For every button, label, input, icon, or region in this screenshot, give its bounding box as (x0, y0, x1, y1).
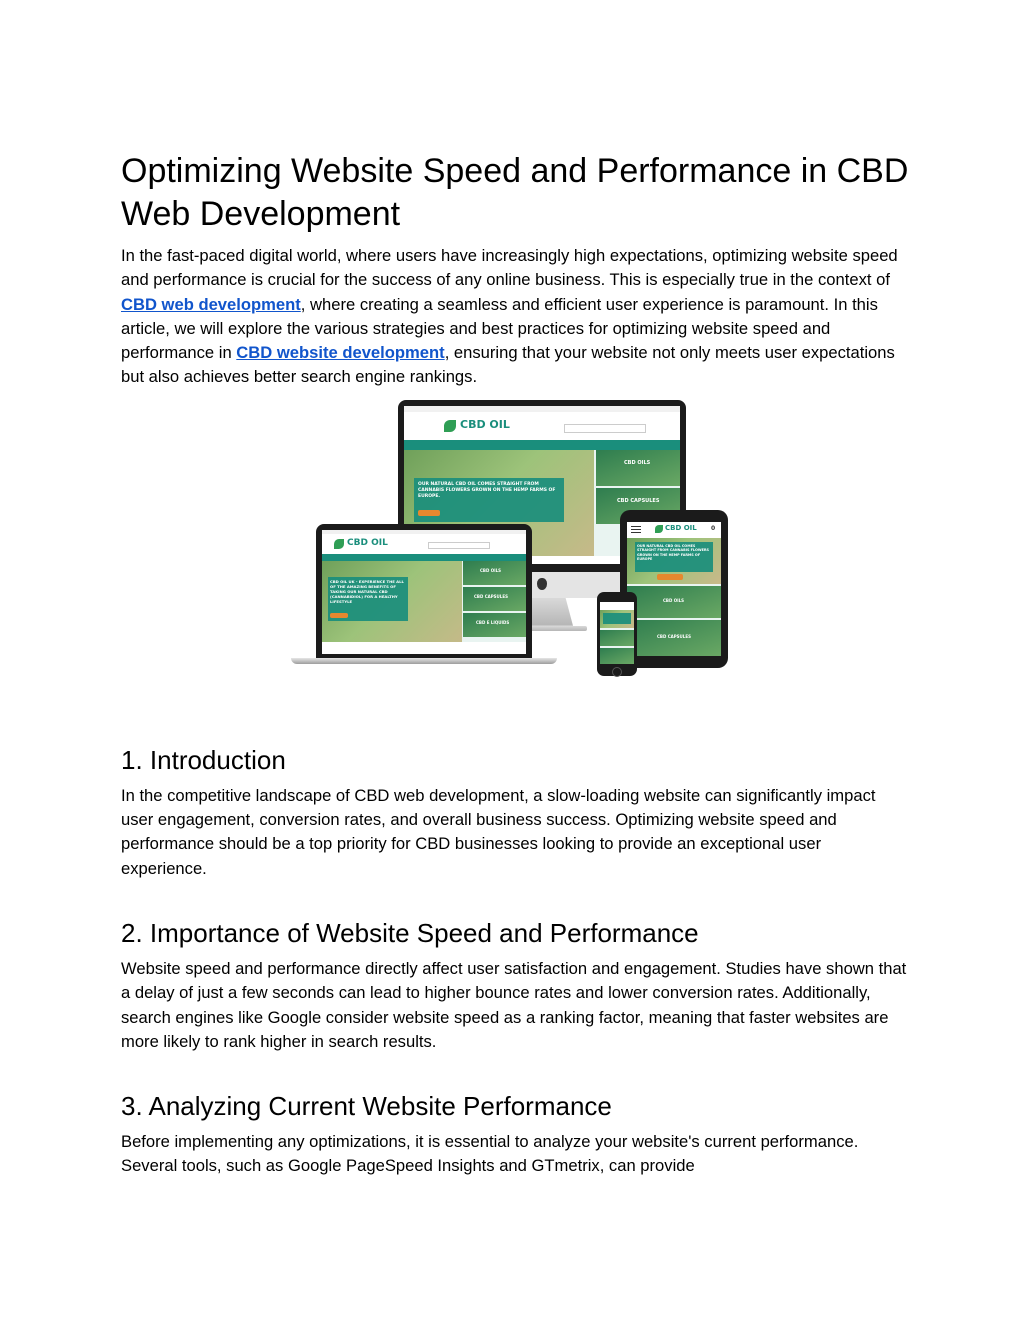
intro-paragraph (121, 244, 911, 390)
section-body: Before implementing any optimizations, it is essential to analyze your website's current performance. Several tools, such as Google PageSpeed Insights and GTmetrix, can provide (121, 1132, 859, 1176)
responsive-devices-image (121, 400, 911, 700)
section-heading: 1. Introduction (121, 744, 286, 775)
section-body: Website speed and performance directly affect user satisfaction and engagement. Studies have shown that a delay of just a few seconds can lead to higher bounce rates and lower conversion rates. Additionally, search engines like Google consider website speed as a ranking factor, meaning that faster websites are more likely to rank higher in search results. (121, 958, 907, 1051)
laptop-tile-capsules: CBD CAPSULES (474, 593, 508, 599)
tablet-tile-capsules: CBD CAPSULES (657, 633, 691, 639)
tablet-logo: CBD OIL (665, 523, 697, 532)
desktop-hero-text: OUR NATURAL CBD OIL COMES STRAIGHT FROM CANNABIS FLOWERS GROWN ON THE HEMP FARMS OF EUROPE. (418, 481, 556, 499)
intro-text-2: , where creating a seamless and efficient user experience is paramount. In this article, we will explore the various strategies and best practices for optimizing website speed and performance in (121, 294, 878, 363)
tablet-tile-oils: CBD OILS (663, 597, 685, 603)
document-page (121, 150, 911, 1179)
laptop-logo: CBD OIL (347, 537, 388, 548)
page-title: Optimizing Website Speed and Performance in CBD Web Development (121, 152, 909, 233)
laptop-tile-liquids: CBD E LIQUIDS (476, 619, 510, 625)
section-analyzing (121, 1090, 911, 1179)
section-heading: 2. Importance of Website Speed and Performance (121, 917, 699, 948)
section-importance (121, 917, 911, 1054)
phone-home-button-icon (612, 667, 622, 677)
intro-text-1: In the fast-paced digital world, where users have increasingly high expectations, optimizing website speed and performance is crucial for the success of any online business. This is especially true in the context of (121, 246, 898, 290)
section-introduction (121, 744, 911, 881)
cbd-web-development-link[interactable]: CBD web development (121, 294, 301, 314)
cart-count: 0 (711, 524, 716, 532)
desktop-logo: CBD OIL (460, 417, 510, 431)
laptop-hero-text: CBD OIL UK - EXPERIENCE THE ALL OF THE AMAZING BENEFITS OF TAKING OUR NATURAL CBD (CANNABIDIOL) FOR A HEALTHY LIFESTYLE (330, 578, 404, 604)
desktop-tile-capsules: CBD CAPSULES (617, 497, 660, 504)
laptop-tile-oils: CBD OILS (480, 567, 502, 573)
menu-icon (631, 526, 641, 528)
section-heading: 3. Analyzing Current Website Performance (121, 1091, 612, 1122)
cbd-website-development-link[interactable]: CBD website development (236, 343, 445, 363)
desktop-tile-oils: CBD OILS (624, 459, 651, 466)
tablet-hero-text: OUR NATURAL CBD OIL COMES STRAIGHT FROM CANNABIS FLOWERS GROWN ON THE HEMP FARMS OF EUROPE (637, 543, 709, 562)
apple-logo-icon (537, 578, 547, 590)
intro-text-3: , ensuring that your website not only meets user expectations but also achieves better search engine rankings. (121, 343, 895, 387)
section-body: In the competitive landscape of CBD web development, a slow-loading website can significantly impact user engagement, conversion rates, and overall business success. Optimizing website speed and performance should be a top priority for CBD businesses looking to provide an exceptional user experience. (121, 785, 876, 878)
